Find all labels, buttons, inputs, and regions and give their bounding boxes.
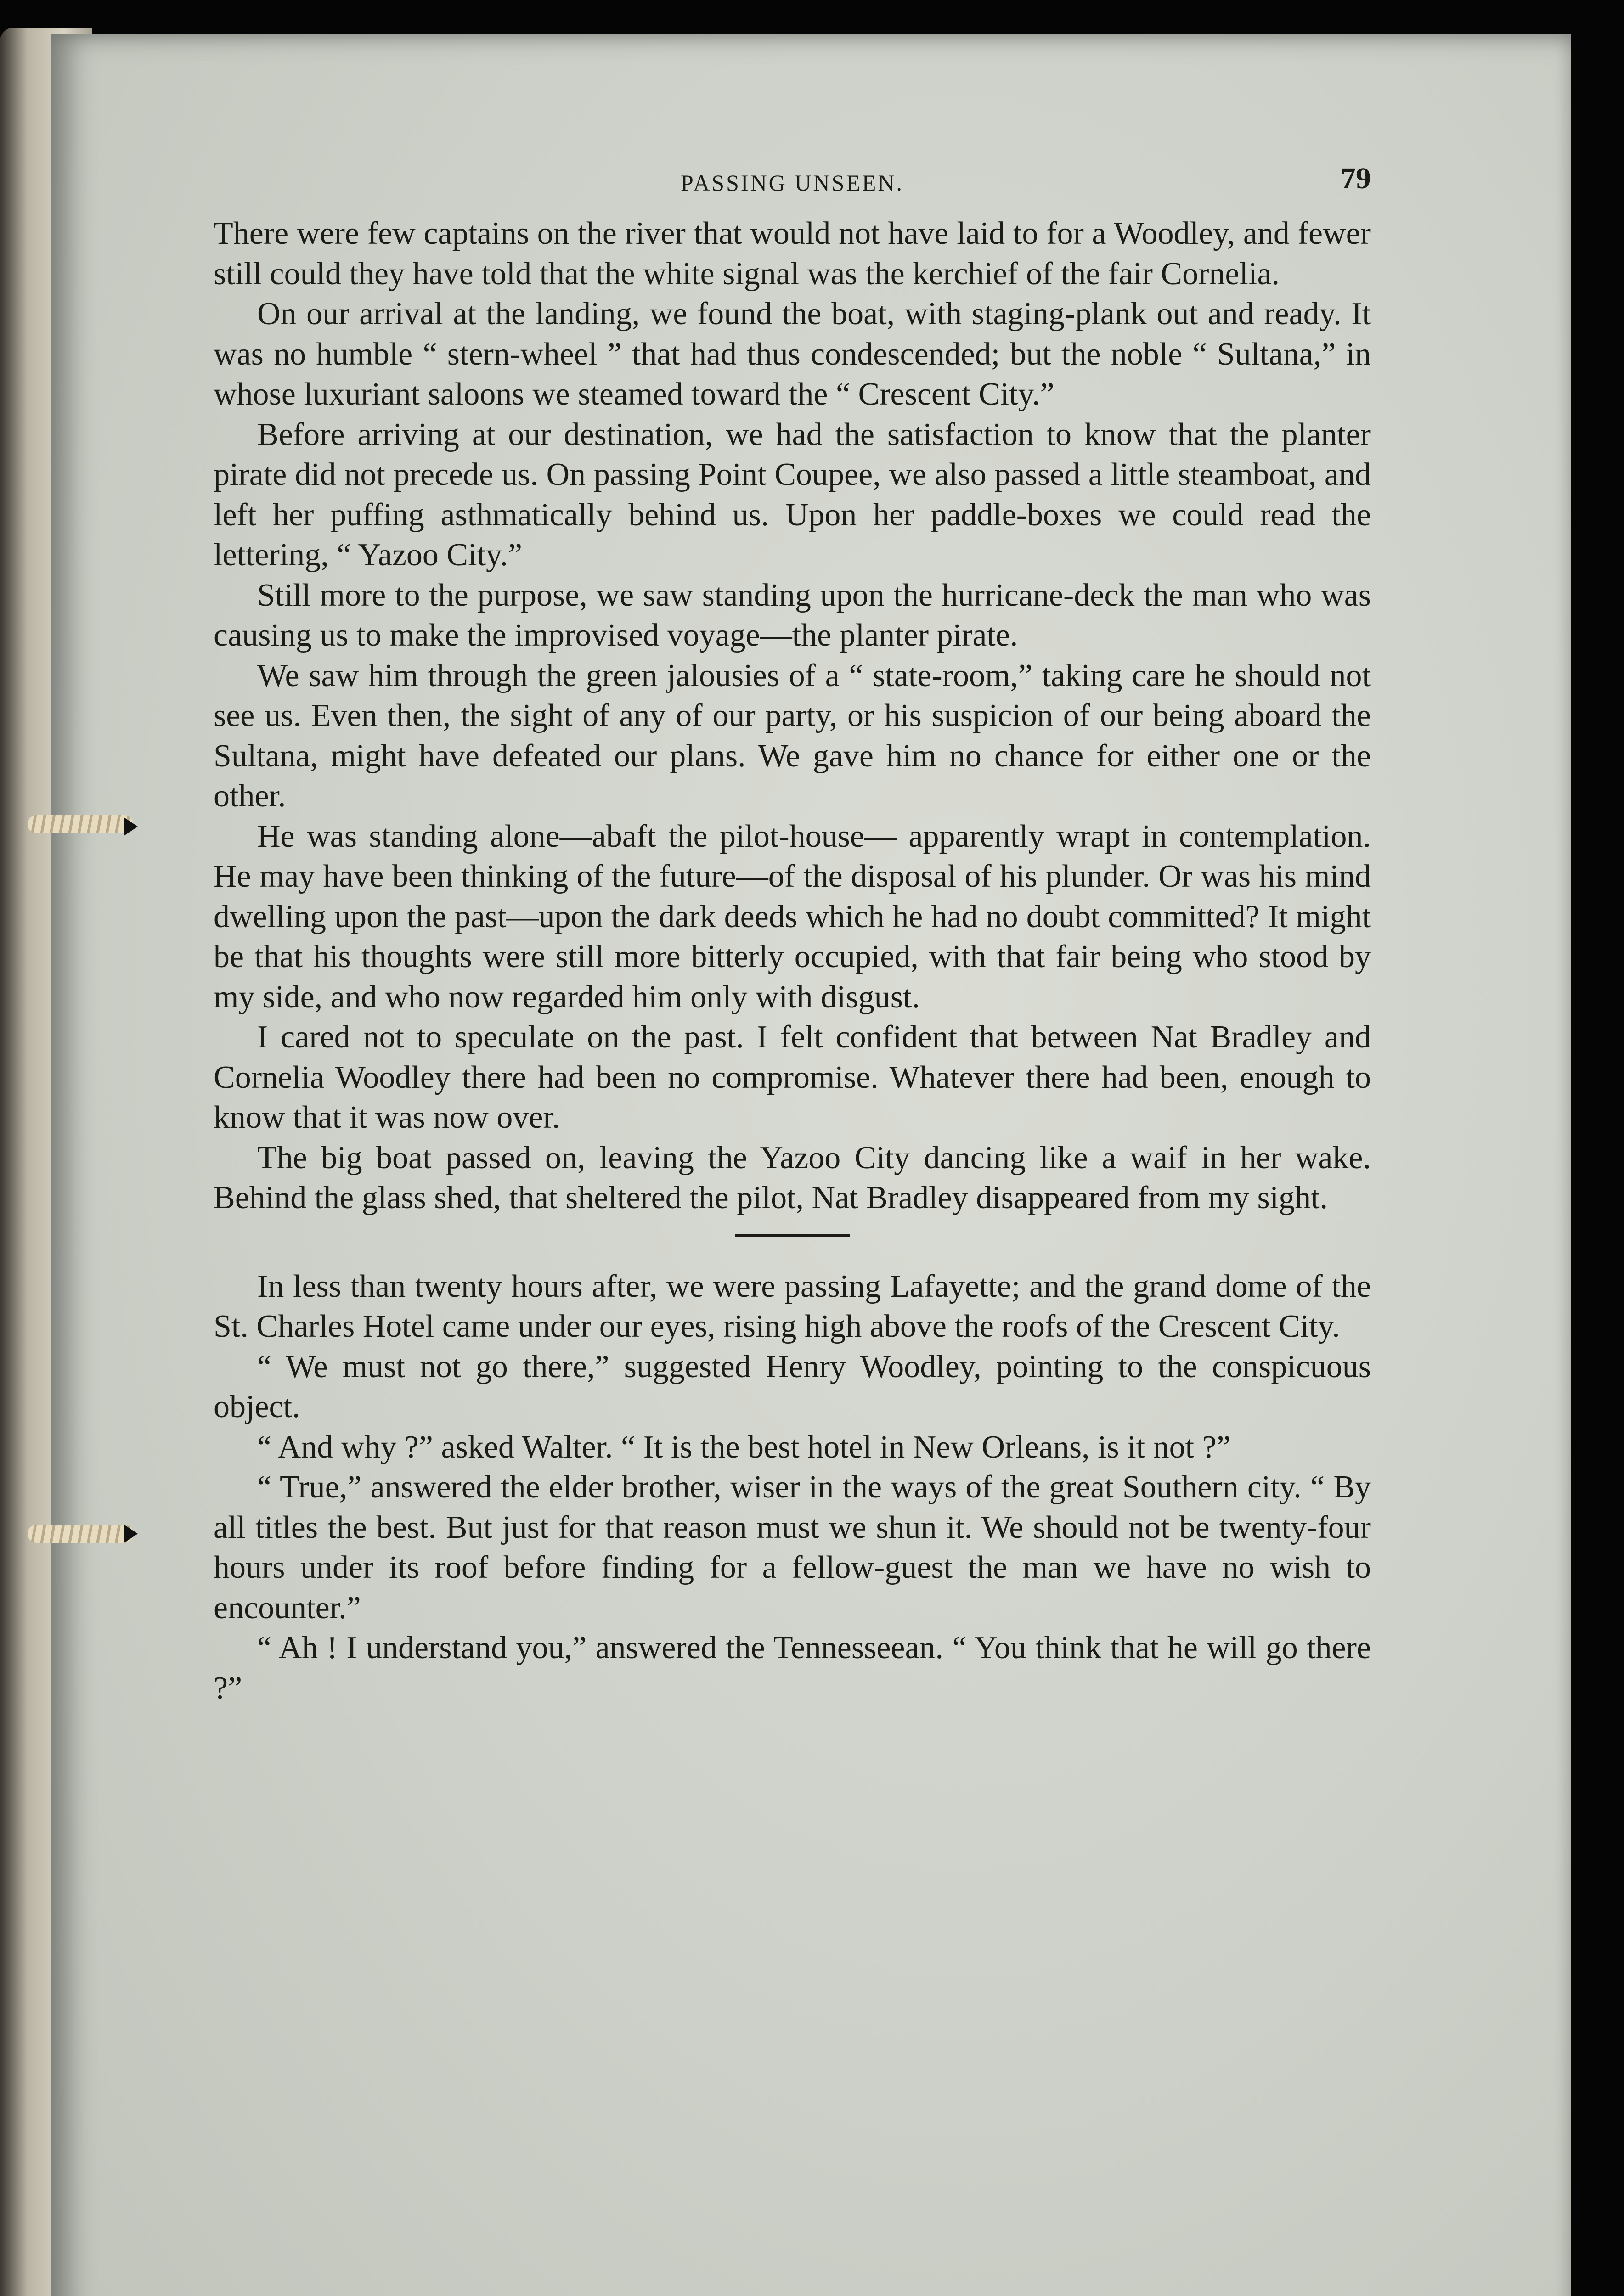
paragraph: The big boat passed on, leaving the Yazoo City dancing like a waif in her wake. Behind the glass shed, that sheltered the pilot, Nat Bradley disappeared from my sight. — [214, 1140, 1371, 1216]
section-break-rule — [735, 1234, 850, 1237]
page-number: 79 — [1341, 162, 1371, 195]
page-text — [214, 158, 1371, 1708]
binding-thread-upper — [28, 815, 133, 833]
binding-thread-lower — [28, 1525, 133, 1543]
paragraph: Still more to the purpose, we saw standing upon the hurricane-deck the man who was causing us to make the improvised voyage—the planter pirate. — [214, 577, 1371, 653]
paragraph: In less than twenty hours after, we were passing Lafayette; and the grand dome of the St. Charles Hotel came under our eyes, rising high above the roofs of the Crescent City. — [214, 1268, 1371, 1344]
page-header — [214, 158, 1371, 204]
running-head: PASSING UNSEEN. — [680, 170, 904, 196]
paragraph: I cared not to speculate on the past. I felt confident that between Nat Bradley and Cornelia Woodley there had been no compromise. Whatever there had been, enough to know that it was now over. — [214, 1019, 1371, 1135]
paragraph: Before arriving at our destination, we had the satisfaction to know that the planter pirate did not precede us. On passing Point Coupee, we also passed a little steamboat, and left her puffing asthmatically behind us. Upon her paddle-boxes we could read the lettering, “ Yazoo City.” — [214, 416, 1371, 573]
paragraph: He was standing alone—abaft the pilot-house— apparently wrapt in contemplation. He may have been thinking of the future—of the disposal of his plunder. Or was his mind dwelling upon the past—upon the dark deeds which he had no doubt committed? It might be that his thoughts were still more bitterly occupied, with that fair being who stood by my side, and who now regarded him only with disgust. — [214, 818, 1371, 1015]
paragraph: “ And why ?” asked Walter. “ It is the best hotel in New Orleans, is it not ?” — [257, 1429, 1231, 1465]
paragraph: On our arrival at the landing, we found the boat, with staging-plank out and ready. It was no humble “ stern-wheel ” that had thus condescended; but the noble “ Sultana,” in whose luxuriant saloons we steamed toward the “ Crescent City.” — [214, 296, 1371, 412]
paragraph: “ True,” answered the elder brother, wiser in the ways of the great Southern city. “ By all titles the best. But just for that reason must we shun it. We should not be twenty-four hours under its roof before finding for a fellow-guest the man we have no wish to encounter.” — [214, 1469, 1371, 1626]
paragraph: “ We must not go there,” suggested Henry Woodley, pointing to the conspicuous object. — [214, 1349, 1371, 1424]
paragraph: “ Ah ! I understand you,” answered the Tennesseean. “ You think that he will go there ?” — [214, 1630, 1371, 1706]
paragraph: We saw him through the green jalousies of a “ state-room,” taking care he should not see us. Even then, the sight of any of our party, or his suspicion of our being aboard the Sultana, might have defeated our plans. We gave him no chance for either one or the other. — [214, 658, 1371, 814]
paragraph: There were few captains on the river that would not have laid to for a Woodley, and fewer still could they have told that the white signal was the kerchief of the fair Cornelia. — [214, 216, 1371, 292]
